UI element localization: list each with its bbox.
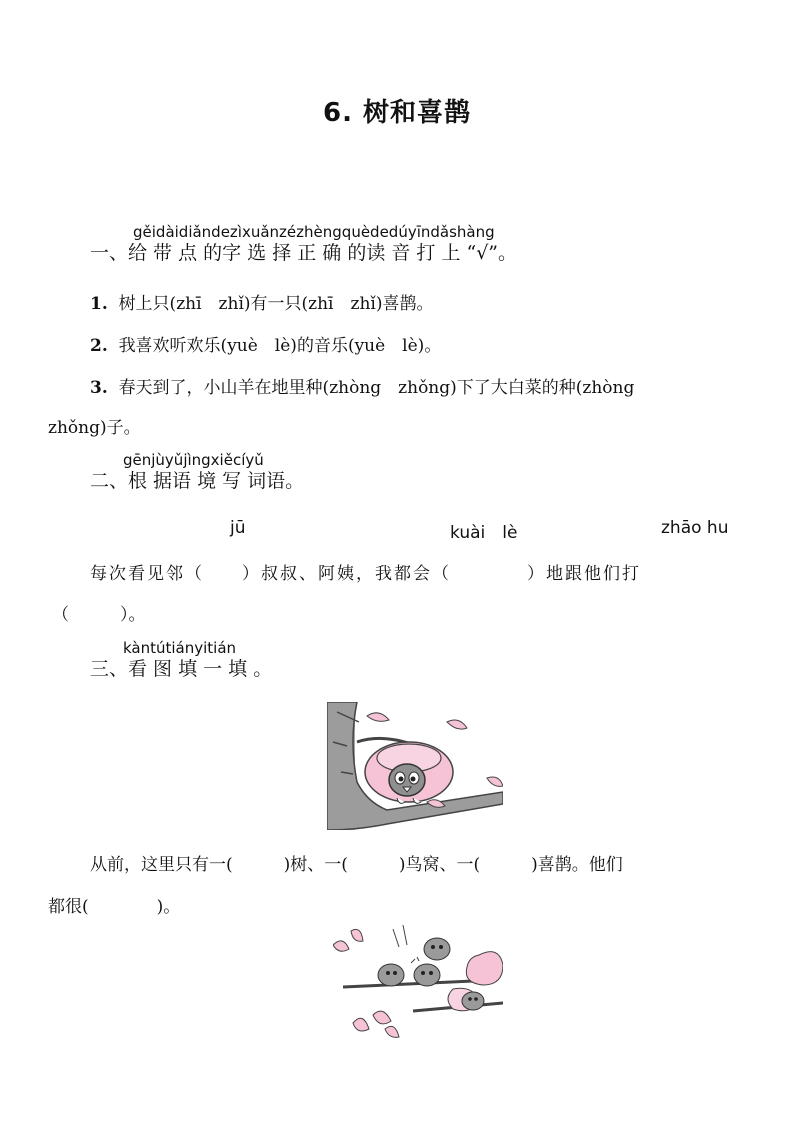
page-title: 6. 树和喜鹊 xyxy=(322,98,472,128)
item-1 xyxy=(90,289,433,314)
pinyin-word-1: jū xyxy=(230,518,246,538)
section2-line-1: 每次看见邻（ ）叔叔、阿姨，我都会（ ）地跟他们打 xyxy=(90,564,641,584)
item-3 xyxy=(90,373,634,398)
item-2 xyxy=(90,331,441,356)
item-number: 3. xyxy=(90,378,108,398)
section3-line-1: 从前，这里只有一( )树、一( )鸟窝、一( )喜鹊。他们 xyxy=(90,855,623,875)
birds-branches-illustration xyxy=(333,925,503,1041)
item-3-continuation: zhǒng)子。 xyxy=(48,418,141,438)
pinyin-word-2: kuài lè xyxy=(450,523,518,543)
section1-pinyin: gěidàidiǎndezìxuǎnzézhèngquèdedúyīndǎshàng xyxy=(133,223,495,241)
tree-nest-illustration xyxy=(327,702,503,830)
section2-pinyin: gēnjùyǔjìngxiěcíyǔ xyxy=(123,451,264,469)
section3-heading: 三、看 图 填 一 填 。 xyxy=(90,658,273,680)
item-text: 树上只(zhī zhǐ)有一只(zhī zhǐ)喜鹊。 xyxy=(118,294,434,314)
section3-pinyin: kàntútiányitián xyxy=(123,639,237,657)
section1-heading: 一、给 带 点 的字 选 择 正 确 的读 音 打 上 “√”。 xyxy=(90,242,518,264)
item-text: 我喜欢听欢乐(yuè lè)的音乐(yuè lè)。 xyxy=(118,336,442,356)
item-text: 春天到了，小山羊在地里种(zhòng zhǒng)下了大白菜的种(zhòng xyxy=(118,378,635,398)
item-number: 2. xyxy=(90,336,108,356)
section2-line-2: （ ）。 xyxy=(52,605,146,625)
section2-heading: 二、根 据语 境 写 词语。 xyxy=(90,470,305,492)
section3-line-2: 都很( )。 xyxy=(48,897,181,917)
item-number: 1. xyxy=(90,294,108,314)
pinyin-word-3: zhāo hu xyxy=(661,518,729,538)
